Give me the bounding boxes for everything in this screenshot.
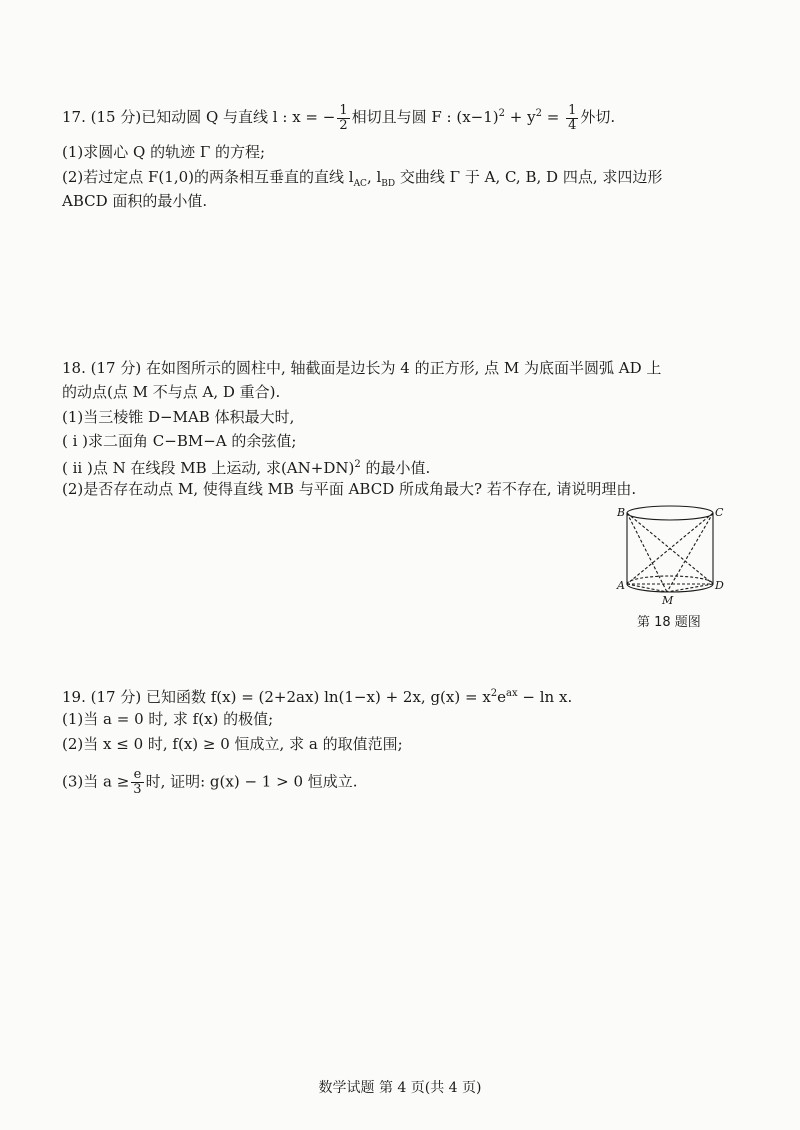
label-c: C: [715, 506, 724, 519]
q19-stem: [62, 683, 572, 708]
q19-part1: (1)当 a = 0 时, 求 f(x) 的极值;: [62, 710, 274, 728]
frac-den: 3: [133, 782, 142, 797]
top-ellipse: [627, 506, 713, 520]
page-footer: 数学试题 第 4 页(共 4 页): [318, 1080, 482, 1096]
q19-part3-b: 时, 证明: g(x) − 1 > 0 恒成立.: [145, 772, 358, 791]
figure-caption: 第 18 题图: [637, 615, 701, 630]
q17-stem-c: 外切.: [580, 108, 616, 126]
q18-stem-line1: 18. (17 分) 在如图所示的圆柱中, 轴截面是边长为 4 的正方形, 点 M 为底面半圆弧 AD 上: [62, 359, 662, 377]
bottom-back-arc: [627, 576, 713, 584]
frac-den: 4: [568, 117, 577, 133]
frac-num: e: [131, 768, 143, 783]
q18-part1-ii: [62, 454, 430, 479]
q17-comma: , l: [366, 168, 382, 186]
q18-stem-line2: 的动点(点 M 不与点 A, D 重合).: [62, 383, 281, 401]
q17-eq: =: [542, 108, 565, 126]
q17-points: (15 分): [90, 108, 142, 126]
q17-number: 17.: [62, 108, 86, 126]
superscript: 2: [535, 108, 542, 119]
q17-stem: [62, 103, 615, 133]
superscript: ax: [506, 688, 518, 699]
q17-stem-a: 已知动圆 Q 与直线 l : x = −: [141, 108, 336, 126]
frac-den: 2: [339, 117, 348, 133]
q18-part2: (2)是否存在动点 M, 使得直线 MB 与平面 ABCD 所成角最大? 若不存在, 请说明理由.: [62, 480, 637, 498]
q17-part1: (1)求圆心 Q 的轨迹 Γ 的方程;: [62, 143, 266, 161]
q17-frac-half: [337, 104, 349, 133]
bottom-front-arc: [627, 584, 713, 592]
q17-part2-a: (2)若过定点 F(1,0)的两条相互垂直的直线 l: [62, 168, 354, 186]
q18-part1-ii-b: 的最小值.: [360, 459, 431, 477]
frac-num: 1: [568, 102, 577, 118]
superscript: 2: [354, 459, 361, 470]
q19-part2: (2)当 x ≤ 0 时, f(x) ≥ 0 恒成立, 求 a 的取值范围;: [62, 735, 403, 753]
superscript: 2: [490, 688, 498, 699]
q19-part3-a: (3)当 a ≥: [62, 772, 130, 791]
q17-stem-b: 相切且与圆 F : (x−1): [351, 108, 499, 126]
q19-stem-a: 19. (17 分) 已知函数 f(x) = (2+2ax) ln(1−x) + 2x, g(x) = x: [62, 688, 491, 706]
subscript: AC: [353, 179, 367, 189]
label-b: B: [617, 506, 626, 519]
q18-part1-ii-a: ( ⅱ )点 N 在线段 MB 上运动, 求(AN+DN): [62, 459, 355, 477]
q17-frac-quarter: [566, 104, 578, 133]
q19-part3: [62, 768, 358, 797]
q17-plus-y: + y: [505, 108, 536, 126]
q19-stem-b: − ln x.: [517, 688, 573, 706]
q19-stem-e: e: [497, 688, 507, 706]
q18-part1-i: ( ⅰ )求二面角 C−BM−A 的余弦值;: [62, 432, 297, 450]
q17-part2-cont: ABCD 面积的最小值.: [62, 192, 208, 210]
q17-part2-b: 交曲线 Γ 于 A, C, B, D 四点, 求四边形: [395, 168, 663, 186]
frac-num: 1: [339, 102, 348, 118]
q19-frac-e-over-3: [131, 768, 143, 797]
q18-part1: (1)当三棱锥 D−MAB 体积最大时,: [62, 408, 295, 426]
label-a: A: [617, 579, 625, 592]
subscript: BD: [381, 179, 396, 189]
label-m: M: [662, 594, 674, 607]
superscript: 2: [498, 108, 506, 119]
label-d: D: [715, 579, 724, 592]
